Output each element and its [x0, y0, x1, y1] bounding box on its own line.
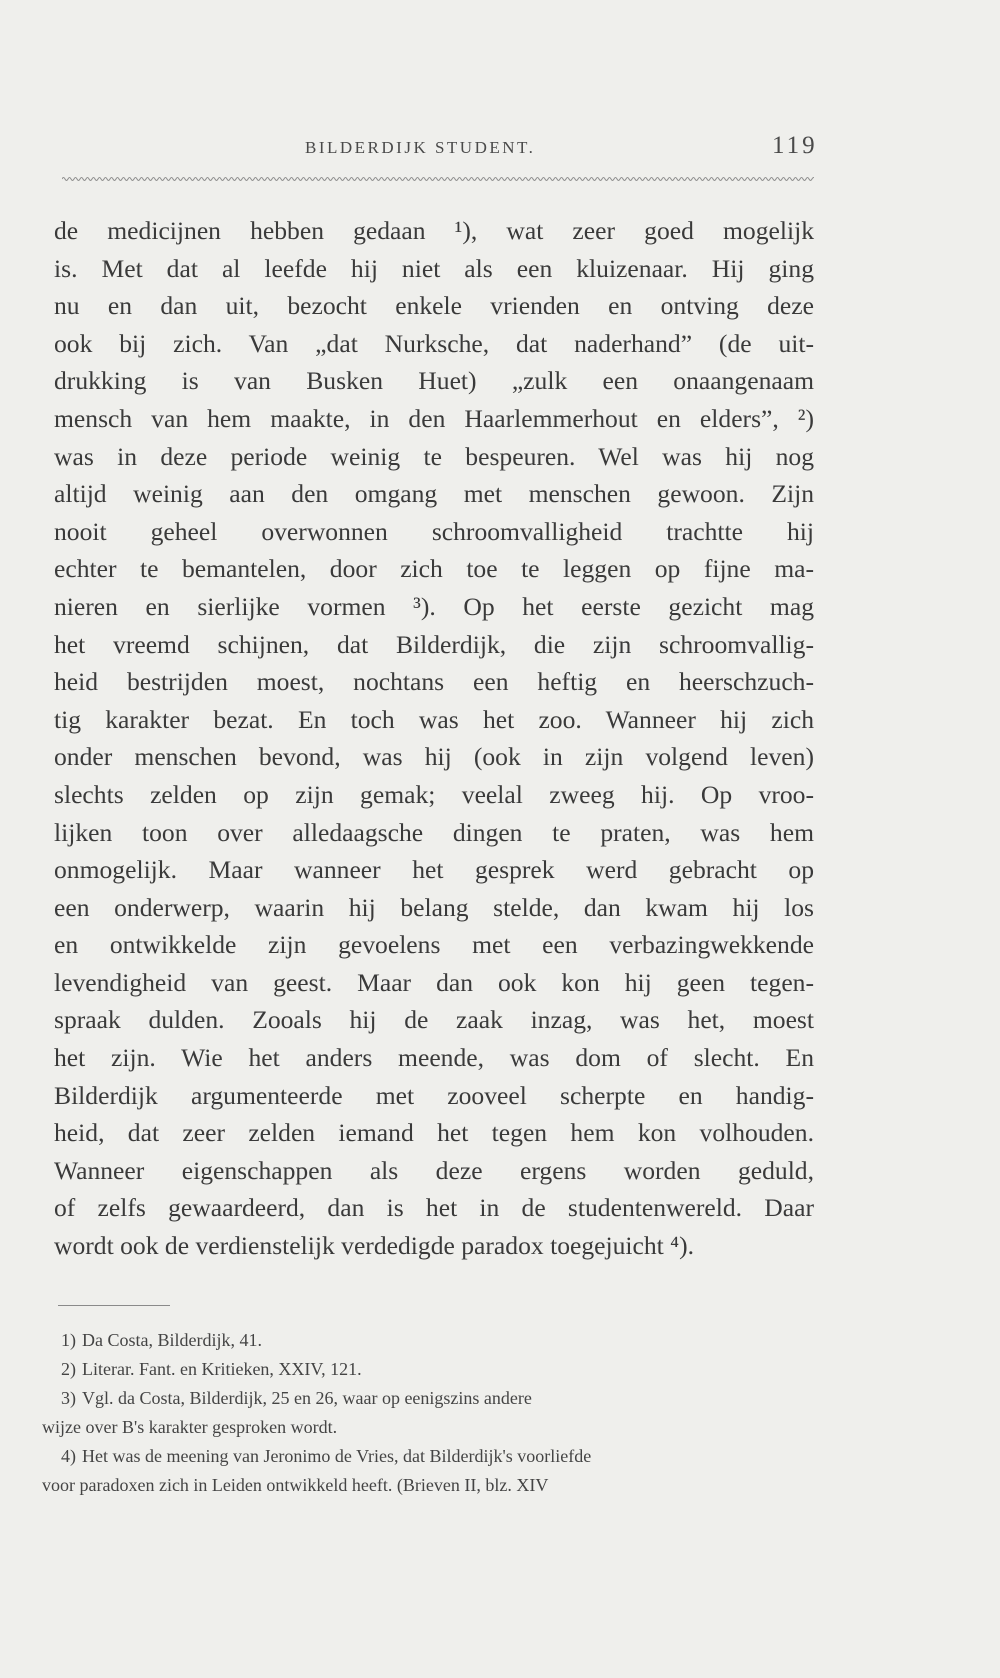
body-text	[54, 212, 814, 1265]
body-line: Bilderdijk argumenteerde met zooveel scherpte en handig-	[54, 1080, 814, 1110]
body-line: wordt ook de verdienstelijk verdedigde paradox toegejuicht ⁴).	[54, 1231, 695, 1261]
running-head-title: BILDERDIJK STUDENT.	[305, 138, 536, 157]
running-head	[0, 132, 1000, 172]
footnote-number: 2)	[61, 1359, 76, 1379]
footnote-number: 1)	[61, 1330, 76, 1350]
body-line: slechts zelden op zijn gemak; veelal zweeg hij. Op vroo-	[54, 779, 814, 809]
body-line: nooit geheel overwonnen schroomvalligheid trachtte hij	[54, 516, 814, 546]
footnotes	[42, 1326, 814, 1500]
body-line: mensch van hem maakte, in den Haarlemmerhout en elders”, ²)	[54, 403, 814, 433]
footnote	[42, 1384, 814, 1413]
footnote	[42, 1355, 814, 1384]
body-line: het zijn. Wie het anders meende, was dom of slecht. En	[54, 1043, 814, 1073]
body-line: drukking is van Busken Huet) „zulk een onaangenaam	[54, 366, 814, 396]
footnote-rule	[58, 1305, 170, 1306]
body-line: spraak dulden. Zooals hij de zaak inzag, was het, moest	[54, 1005, 814, 1035]
body-line: tig karakter bezat. En toch was het zoo. Wanneer hij zich	[54, 704, 814, 734]
body-line: was in deze periode weinig te bespeuren. Wel was hij nog	[54, 441, 814, 471]
footnote-text: Literar. Fant. en Kritieken, XXIV, 121.	[82, 1359, 362, 1379]
body-line: nu en dan uit, bezocht enkele vrienden en ontving deze	[54, 291, 814, 321]
body-line: is. Met dat al leefde hij niet als een kluizenaar. Hij ging	[54, 253, 814, 283]
body-line: onmogelijk. Maar wanneer het gesprek werd gebracht op	[54, 855, 814, 885]
body-line: levendigheid van geest. Maar dan ook kon hij geen tegen-	[54, 967, 814, 997]
body-line: echter te bemantelen, door zich toe te leggen op fijne ma-	[54, 554, 814, 584]
footnote-number: 4)	[61, 1446, 76, 1466]
body-line: en ontwikkelde zijn gevoelens met een verbazingwekkende	[54, 930, 814, 960]
body-line: een onderwerp, waarin hij belang stelde, dan kwam hij los	[54, 892, 814, 922]
body-line: Wanneer eigenschappen als deze ergens worden geduld,	[54, 1155, 814, 1185]
body-line: of zelfs gewaardeerd, dan is het in de studentenwereld. Daar	[54, 1193, 814, 1223]
footnote-text: Da Costa, Bilderdijk, 41.	[82, 1330, 262, 1350]
footnote-continuation: voor paradoxen zich in Leiden ontwikkeld heeft. (Brieven II, blz. XIV	[42, 1475, 549, 1495]
body-line: heid, dat zeer zelden iemand het tegen hem kon volhouden.	[54, 1118, 814, 1148]
footnote	[42, 1326, 814, 1355]
body-line: het vreemd schijnen, dat Bilderdijk, die zijn schroomvallig-	[54, 629, 814, 659]
footnote	[42, 1442, 814, 1471]
footnote-text: Het was de meening van Jeronimo de Vries, dat Bilderdijk's voorliefde	[82, 1446, 592, 1466]
footnote-continuation: wijze over B's karakter gesproken wordt.	[42, 1417, 338, 1437]
footnote-number: 3)	[61, 1388, 76, 1408]
body-line: onder menschen bevond, was hij (ook in zijn volgend leven)	[54, 742, 814, 772]
wavy-rule	[62, 174, 814, 184]
body-line: altijd weinig aan den omgang met menschen gewoon. Zijn	[54, 479, 814, 509]
footnote-text: Vgl. da Costa, Bilderdijk, 25 en 26, waar op eenigszins andere	[82, 1388, 532, 1408]
body-line: ook bij zich. Van „dat Nurksche, dat naderhand” (de uit-	[54, 328, 814, 358]
page-number: 119	[772, 132, 818, 159]
body-line: heid bestrijden moest, nochtans een heftig en heerschzuch-	[54, 667, 814, 697]
body-line: de medicijnen hebben gedaan ¹), wat zeer goed mogelijk	[54, 216, 814, 245]
body-line: nieren en sierlijke vormen ³). Op het eerste gezicht mag	[54, 591, 814, 621]
body-line: lijken toon over alledaagsche dingen te praten, was hem	[54, 817, 814, 847]
